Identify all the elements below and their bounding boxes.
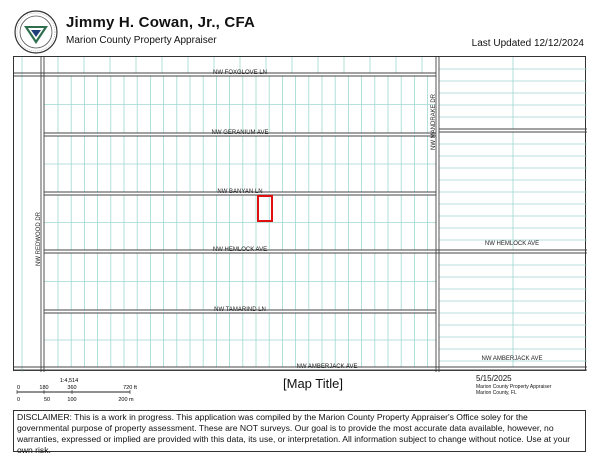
street-label-foxglove: NW FOXGLOVE LN <box>212 70 268 76</box>
print-org-line2: Marion County, FL <box>476 390 517 396</box>
street-label-geranium: NW GERANIUM AVE <box>211 130 269 136</box>
street-label-amberjack-east: NW AMBERJACK AVE <box>481 356 543 362</box>
street-label-banyan: NW BANYAN LN <box>217 189 263 195</box>
street-label-mandrake: NW MANDRAKE DR <box>431 93 437 151</box>
scale-ft-360: 360 <box>67 385 77 391</box>
scale-ft-180: 180 <box>39 385 49 391</box>
parcel-map[interactable] <box>14 57 587 372</box>
map-title: [Map Title] <box>283 376 343 391</box>
appraiser-name: Jimmy H. Cowan, Jr., CFA <box>66 14 256 31</box>
street-label-amberjack: NW AMBERJACK AVE <box>296 364 358 370</box>
print-org-line1: Marion County Property Appraiser <box>476 384 552 390</box>
disclaimer-box <box>13 410 586 455</box>
scale-m-200: 200 m <box>118 397 134 403</box>
parcel-lines <box>22 57 587 372</box>
last-updated: Last Updated 12/12/2024 <box>471 38 584 49</box>
street-label-hemlock: NW HEMLOCK AVE <box>212 247 268 253</box>
scale-bar <box>14 376 164 406</box>
scale-ft-720: 720 ft <box>123 385 137 391</box>
scale-ratio: 1:4,514 <box>59 378 79 384</box>
street-label-hemlock-east: NW HEMLOCK AVE <box>484 241 540 247</box>
appraiser-organization: Marion County Property Appraiser <box>66 35 217 46</box>
scale-m-50: 50 <box>43 397 51 403</box>
county-seal-icon <box>14 10 58 54</box>
street-label-tamarind: NW TAMARIND LN <box>214 307 266 313</box>
scale-m-0: 0 <box>17 397 21 403</box>
scale-m-100: 100 <box>67 397 77 403</box>
page-header <box>0 0 600 60</box>
print-date: 5/15/2025 <box>476 374 512 383</box>
map-frame[interactable] <box>13 56 586 371</box>
print-organization <box>476 384 551 396</box>
subject-parcel-highlight <box>258 196 272 221</box>
disclaimer-text: DISCLAIMER: This is a work in progress. This application was compiled by the Marion County Property Appraiser's Office soley for the governmental purpose of property assessment. These are NOT surveys. Our goal is to provide the most accurate data available, however, no warranties, expressed or implied are provided with this data, its use, or interpretation. All information subject to change without notice. Use at your own risk. <box>17 412 571 455</box>
street-label-redwood: NW REDWOOD DR <box>36 212 42 266</box>
scale-ft-0: 0 <box>17 385 21 391</box>
